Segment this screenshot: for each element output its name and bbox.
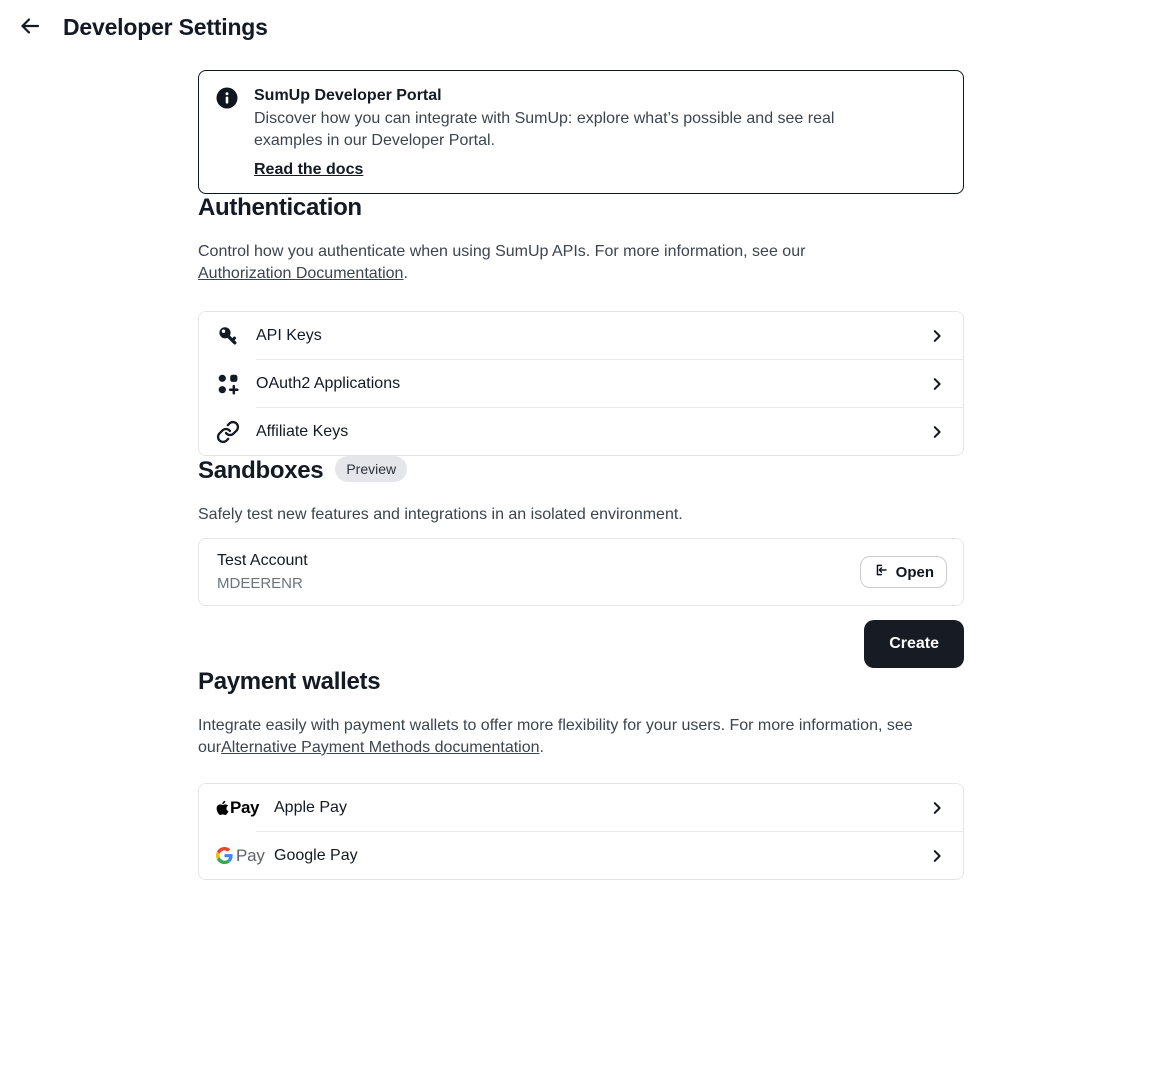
test-account-id: MDEERENR bbox=[217, 575, 303, 592]
payment-wallets-description bbox=[198, 715, 946, 759]
apple-pay-logo bbox=[216, 798, 258, 818]
payment-wallets-description-text: Integrate easily with payment wallets to offer more flexibility for your users. For more information, see our bbox=[198, 717, 913, 756]
test-account-card bbox=[198, 538, 964, 606]
authentication-heading: Authentication bbox=[198, 194, 362, 221]
page-title: Developer Settings bbox=[63, 13, 268, 40]
banner-title: SumUp Developer Portal bbox=[254, 87, 442, 104]
affiliate-keys-row[interactable] bbox=[199, 408, 963, 455]
create-sandbox-button[interactable]: Create bbox=[864, 620, 964, 668]
chevron-right-icon bbox=[928, 847, 946, 865]
apple-pay-row[interactable] bbox=[199, 784, 963, 831]
chevron-right-icon bbox=[928, 799, 946, 817]
affiliate-keys-label: Affiliate Keys bbox=[256, 422, 349, 440]
google-pay-label: Google Pay bbox=[274, 846, 358, 864]
google-pay-logo bbox=[216, 845, 265, 866]
google-g-icon bbox=[216, 847, 233, 864]
apple-pay-label: Apple Pay bbox=[274, 798, 347, 816]
login-icon bbox=[873, 562, 889, 582]
read-the-docs-link[interactable]: Read the docs bbox=[254, 161, 364, 178]
sandboxes-heading bbox=[198, 456, 964, 485]
payment-wallets-list-card bbox=[198, 783, 964, 880]
payment-wallets-heading: Payment wallets bbox=[198, 668, 381, 695]
oauth2-applications-row[interactable] bbox=[199, 360, 963, 407]
chevron-right-icon bbox=[928, 327, 946, 345]
preview-badge: Preview bbox=[335, 456, 407, 482]
alternative-payment-methods-link[interactable]: Alternative Payment Methods documentation bbox=[221, 739, 540, 756]
google-pay-wordmark: Pay bbox=[236, 845, 265, 865]
test-account-name: Test Account bbox=[217, 552, 308, 569]
content-column bbox=[198, 70, 964, 960]
chevron-right-icon bbox=[928, 375, 946, 393]
apple-pay-wordmark: Pay bbox=[230, 797, 260, 817]
chevron-right-icon bbox=[928, 423, 946, 441]
link-icon bbox=[216, 420, 240, 444]
open-button-label: Open bbox=[895, 563, 934, 581]
developer-portal-banner bbox=[198, 70, 964, 194]
google-pay-row[interactable] bbox=[199, 832, 963, 879]
api-keys-row[interactable] bbox=[199, 312, 963, 359]
create-button-row bbox=[198, 620, 964, 668]
authentication-description-text: Control how you authenticate when using SumUp APIs. For more information, see our bbox=[198, 243, 806, 260]
banner-body: Discover how you can integrate with SumUp: explore what’s possible and see real examples in our Developer Portal. bbox=[254, 110, 835, 149]
test-account-info bbox=[217, 552, 308, 592]
info-icon bbox=[215, 86, 239, 110]
key-icon bbox=[216, 324, 240, 348]
authentication-description-suffix: . bbox=[403, 265, 408, 282]
apps-add-icon bbox=[216, 372, 240, 396]
payment-wallets-description-suffix: . bbox=[539, 739, 544, 756]
authorization-documentation-link[interactable]: Authorization Documentation bbox=[198, 265, 404, 282]
sandboxes-description: Safely test new features and integrations in an isolated environment. bbox=[198, 506, 683, 523]
page-header bbox=[0, 0, 1162, 54]
open-sandbox-button[interactable] bbox=[860, 556, 947, 588]
authentication-list-card bbox=[198, 311, 964, 456]
sandboxes-heading-text: Sandboxes bbox=[198, 457, 324, 484]
arrow-left-icon bbox=[18, 14, 42, 41]
authentication-description bbox=[198, 241, 838, 285]
banner-content bbox=[254, 85, 856, 179]
api-keys-label: API Keys bbox=[256, 326, 322, 344]
back-button[interactable] bbox=[16, 13, 44, 41]
apple-icon bbox=[216, 800, 229, 816]
oauth2-applications-label: OAuth2 Applications bbox=[256, 374, 401, 392]
